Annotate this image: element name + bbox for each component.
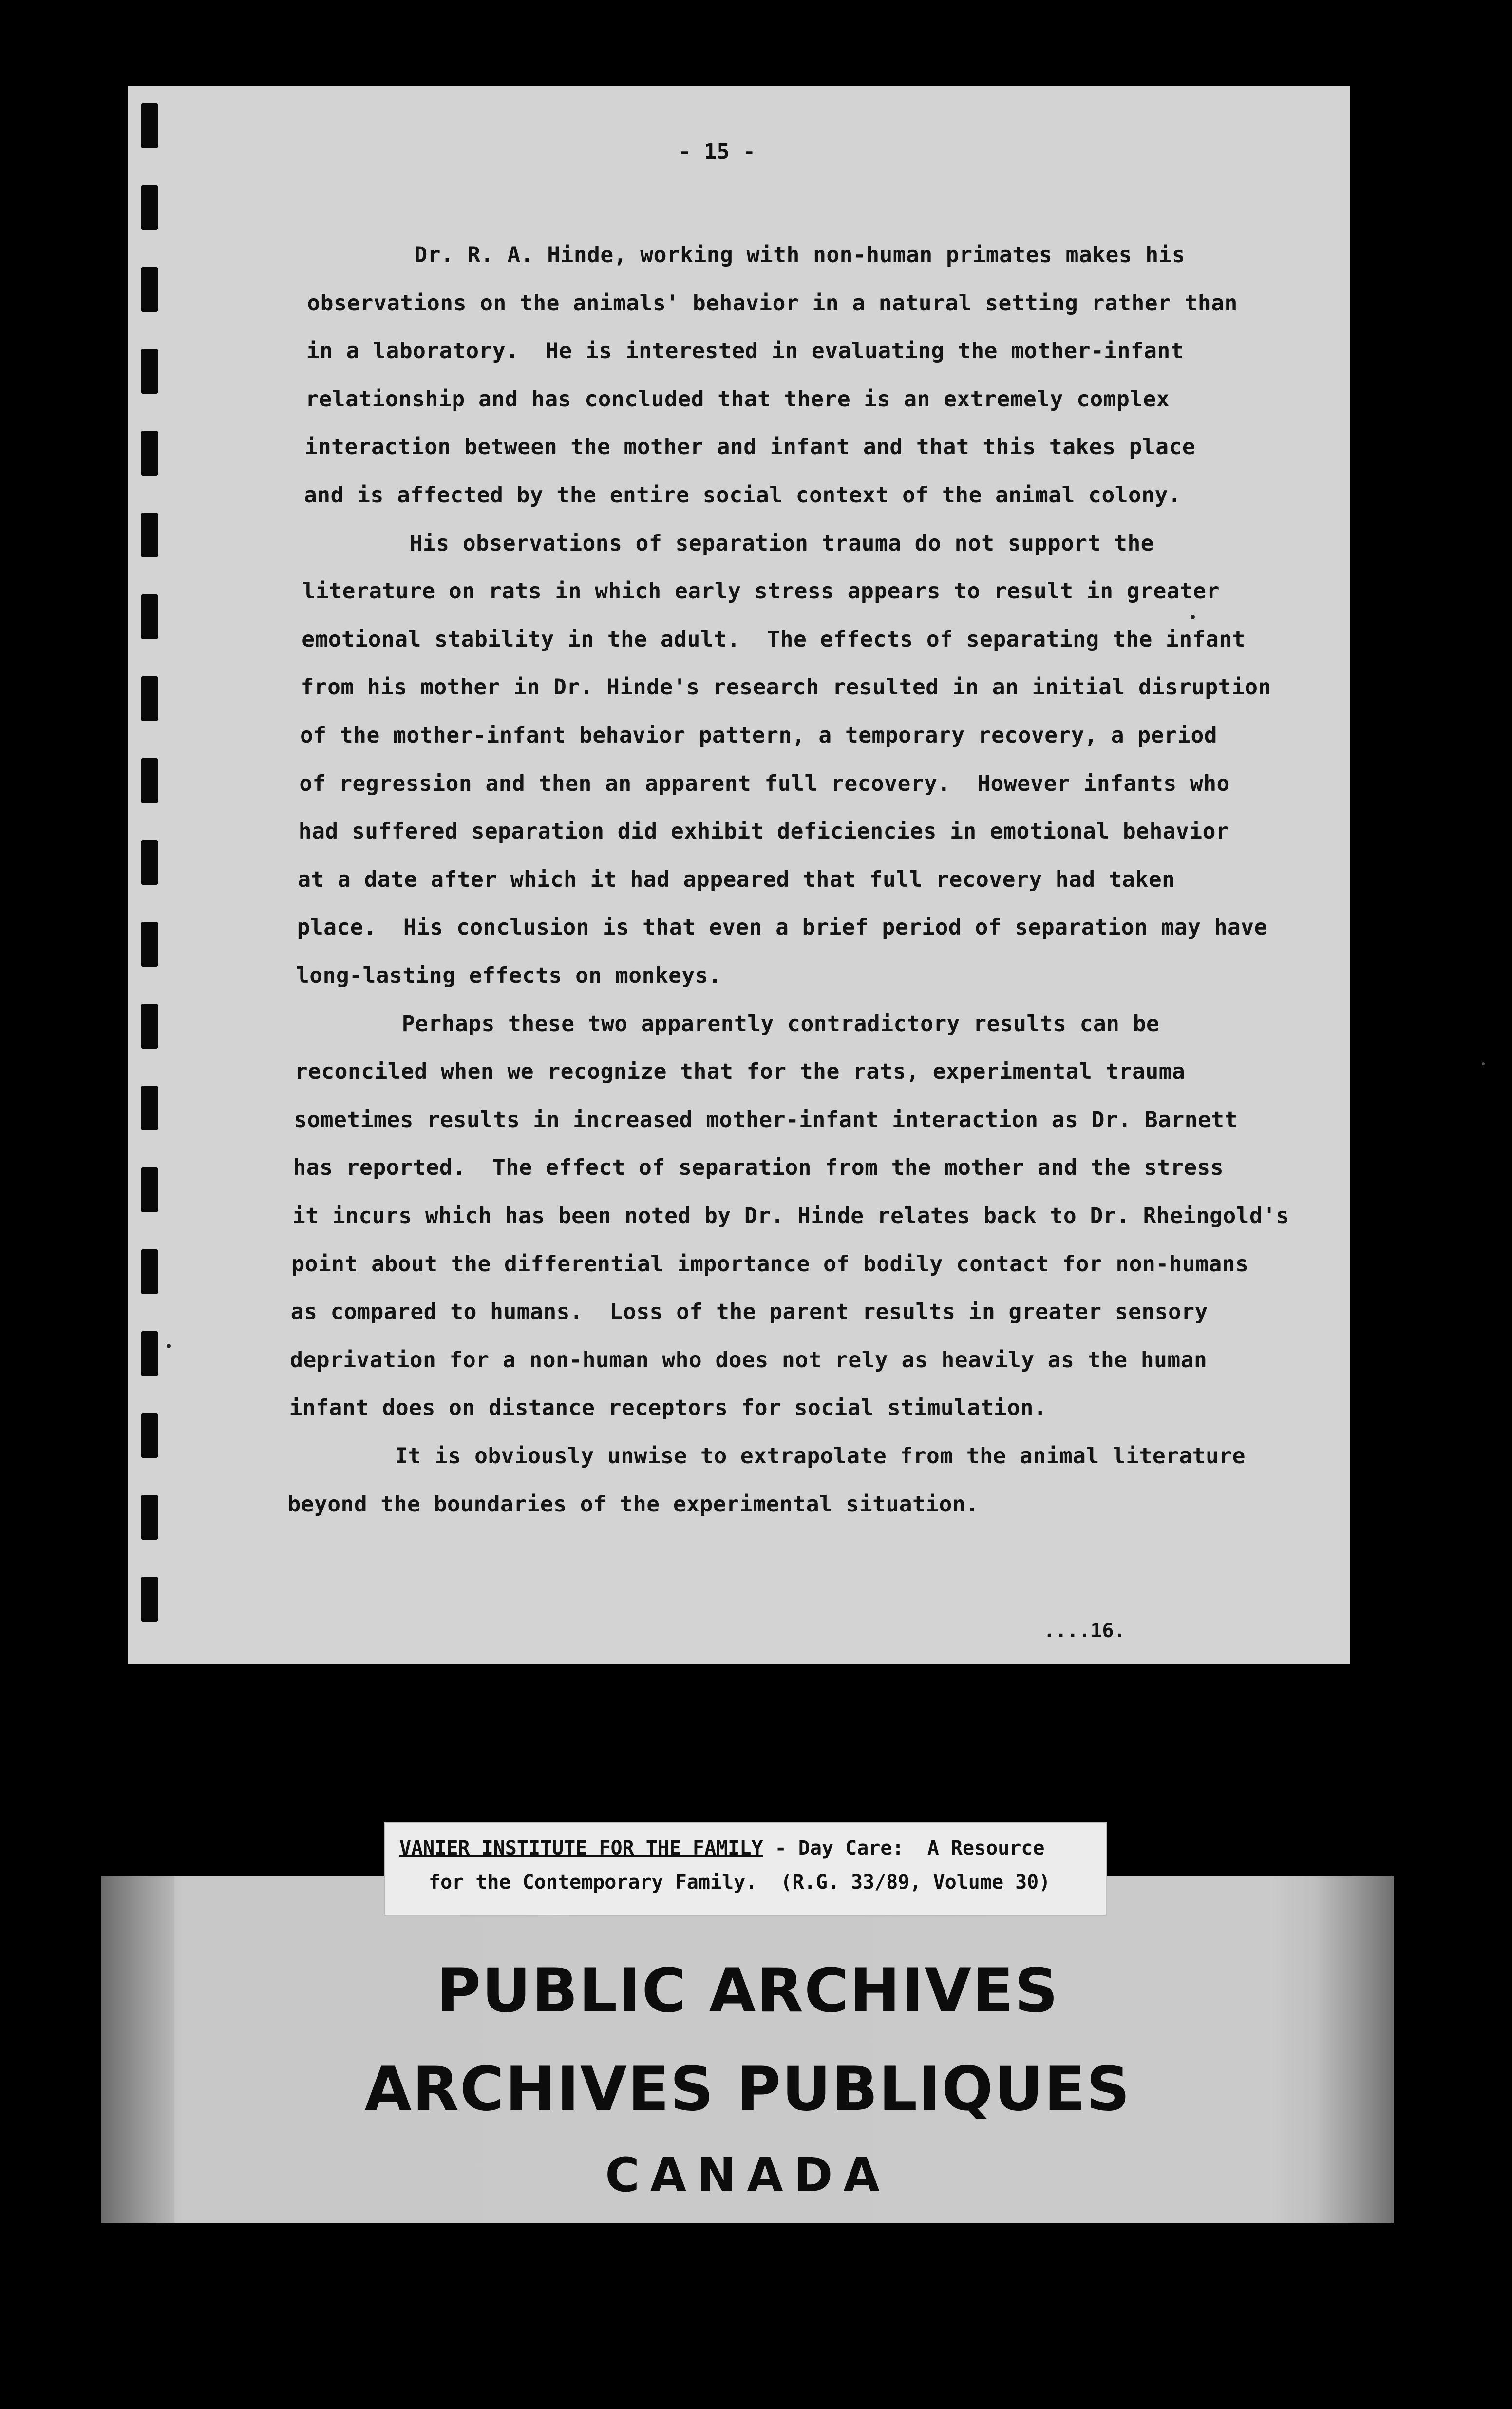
archives-card [101,1876,1394,2223]
stamp-archives-publiques: ARCHIVES PUBLIQUES [364,2054,1131,2124]
text-line: Perhaps these two apparently contradictory results can be [295,1011,1160,1036]
text-line: reconciled when we recognize that for the rats, experimental trauma [294,1059,1186,1085]
document-page [128,86,1350,1664]
text-line: in a laboratory. He is interested in evaluating the mother-infant [306,339,1184,364]
binder-hole [141,513,158,557]
text-line: as compared to humans. Loss of the parent results in greater sensory [290,1300,1208,1325]
text-line: observations on the animals' behavior in a natural setting rather than [307,290,1238,316]
text-line: and is affected by the entire social context of the animal colony. [304,483,1182,508]
text-line: had suffered separation did exhibit deficiencies in emotional behavior [298,819,1229,844]
stamp-canada: CANADA [605,2148,890,2202]
scan-speck [1482,1062,1485,1065]
text-line: long-lasting effects on monkeys. [296,963,722,988]
text-line: has reported. The effect of separation from the mother and the stress [293,1155,1224,1181]
scan-speck [167,1344,171,1348]
stamp-public-archives: PUBLIC ARCHIVES [436,1956,1059,2026]
binder-hole [141,431,158,476]
text-line: from his mother in Dr. Hinde's research resulted in an initial disruption [301,675,1271,700]
text-line: deprivation for a non-human who does not rely as heavily as the human [290,1347,1208,1373]
collection-label-line-1 [399,1837,1045,1859]
binder-hole [141,1167,158,1212]
text-line: of regression and then an apparent full recovery. However infants who [299,771,1230,796]
binder-hole [141,1495,158,1540]
continuation-marker: ....16. [1043,1620,1126,1642]
binder-hole [141,1577,158,1622]
collection-label [385,1823,1106,1915]
collection-label-line-2: for the Contemporary Family. (R.G. 33/89, Volume 30) [429,1871,1051,1893]
text-line: relationship and has concluded that there is an extremely complex [305,386,1170,412]
binder-hole [141,594,158,639]
text-line: His observations of separation trauma do not support the [303,531,1154,556]
binder-hole [141,676,158,721]
text-line: sometimes results in increased mother-infant interaction as Dr. Barnett [294,1107,1238,1132]
text-line: beyond the boundaries of the experimental situation. [287,1491,979,1517]
text-line: interaction between the mother and infant and that this takes place [304,435,1196,460]
text-line: emotional stability in the adult. The effects of separating the infant [302,627,1246,652]
binder-hole [141,349,158,394]
text-line: It is obviously unwise to extrapolate from the animal literature [288,1444,1246,1469]
text-line: at a date after which it had appeared that full recovery had taken [298,867,1175,892]
binder-hole [141,922,158,967]
text-line: infant does on distance receptors for social stimulation. [289,1396,1047,1421]
binder-hole [141,267,158,312]
binder-hole [141,840,158,885]
binder-hole [141,185,158,230]
text-line: of the mother-infant behavior pattern, a temporary recovery, a period [300,723,1218,748]
text-line: Dr. R. A. Hinde, working with non-human primates makes his [308,243,1186,268]
binder-hole [141,1331,158,1376]
scan-speck [1191,615,1195,619]
page-number: - 15 - [678,139,756,164]
binder-hole [141,1086,158,1130]
text-line: literature on rats in which early stress appears to result in greater [302,579,1220,604]
text-line: it incurs which has been noted by Dr. Hinde relates back to Dr. Rheingold's [292,1204,1289,1228]
text-line: place. His conclusion is that even a brief period of separation may have [297,915,1267,940]
binder-hole [141,758,158,803]
binder-hole [141,1004,158,1049]
collection-title: - Day Care: A Resource [763,1837,1045,1859]
binder-hole [141,1249,158,1294]
text-line: point about the differential importance of bodily contact for non-humans [291,1251,1249,1277]
collection-name: VANIER INSTITUTE FOR THE FAMILY [399,1837,763,1859]
binder-hole [141,1413,158,1458]
